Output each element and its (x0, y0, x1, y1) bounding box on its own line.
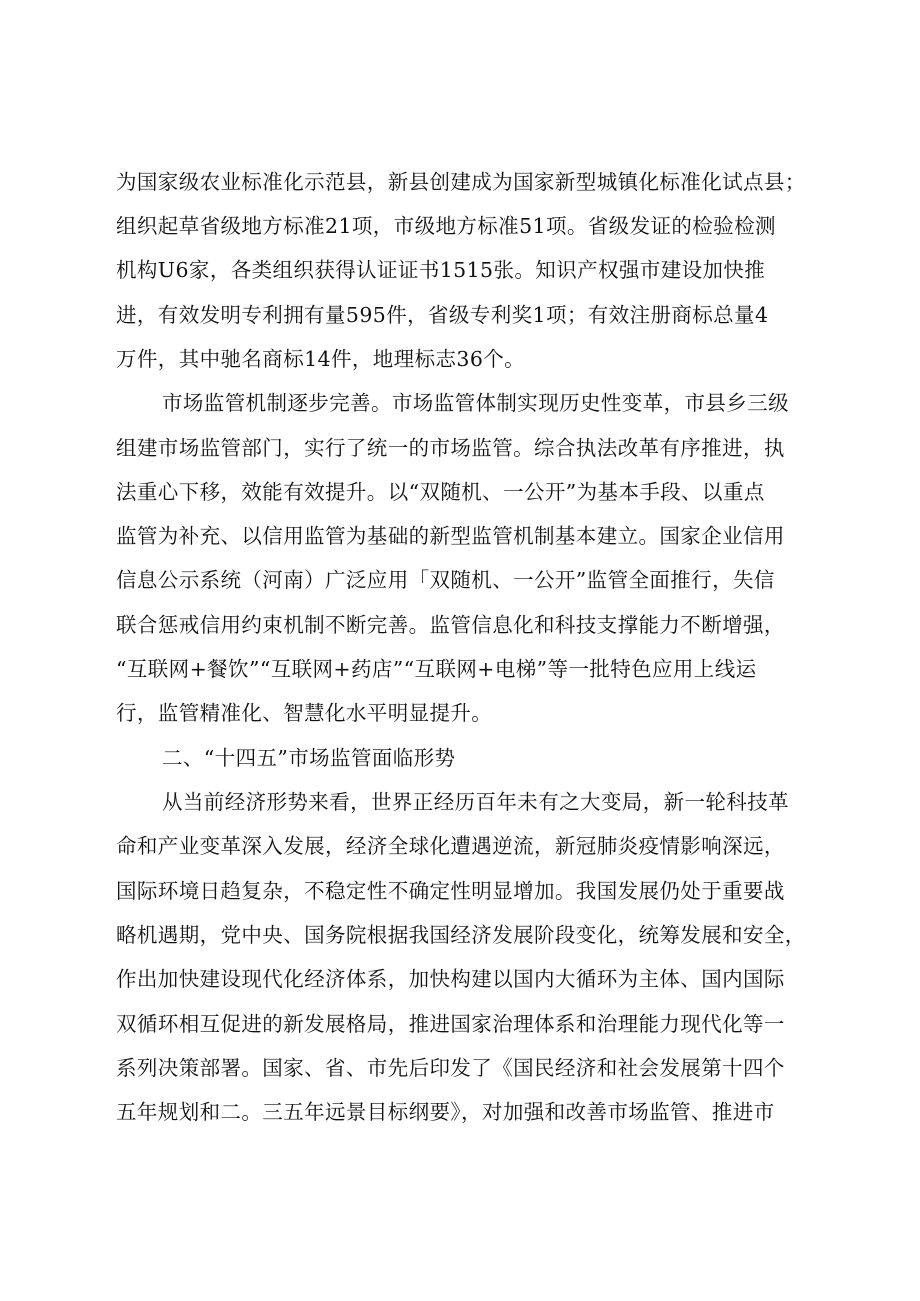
paragraph-start-line: 市场监管机制逐步完善。市场监管体制实现历史性变革，市县乡三级 (162, 391, 789, 415)
text-line: 略机遇期，党中央、国务院根据我国经济发展阶段变化，统筹发展和安全， (116, 923, 806, 947)
text-line: 为国家级农业标准化示范县，新县创建成为国家新型城镇化标准化试点县； (116, 170, 806, 194)
text-line: 行，监管精准化、智慧化水平明显提升。 (116, 701, 493, 725)
text-line: 五年规划和二。三五年远景目标纲要》，对加强和改善市场监管、推进市 (116, 1100, 775, 1124)
text-line: 法重心下移，效能有效提升。以“双随机、一公开”为基本手段、以重点 (116, 480, 765, 504)
text-line: 进，有效发明专利拥有量595件，省级专利奖1项；有效注册商标总量4 (116, 303, 769, 327)
text-line: 监管为补充、以信用监管为基础的新型监管机制基本建立。国家企业信用 (116, 524, 785, 548)
text-line: 作出加快建设现代化经济体系，加快构建以国内大循环为主体、国内国际 (116, 967, 785, 991)
text-line: 国际环境日趋复杂，不稳定性不确定性明显增加。我国发展仍处于重要战 (116, 879, 785, 903)
text-line: 机构U6家，各类组织获得认证证书1515张。知识产权强市建设加快推 (116, 258, 766, 282)
text-line: “互联网+餐饮”“互联网+药店”“互联网+电梯”等一批特色应用上线运 (116, 657, 757, 681)
text-line: 双循环相互促进的新发展格局，推进国家治理体系和治理能力现代化等一 (116, 1012, 785, 1036)
text-line: 系列决策部署。国家、省、市先后印发了《国民经济和社会发展第十四个 (116, 1056, 785, 1080)
text-line: 万件，其中驰名商标14件，地理标志36个。 (116, 347, 526, 371)
text-line: 组建市场监管部门，实行了统一的市场监管。综合执法改革有序推进，执 (116, 436, 785, 460)
text-line: 组织起草省级地方标准21项，市级地方标准51项。省级发证的检验检测 (116, 214, 776, 238)
text-line: 信息公示系统（河南）广泛应用「双随机、一公开”监管全面推行，失信 (116, 568, 775, 592)
text-line: 命和产业变革深入发展，经济全球化遭遇逆流，新冠肺炎疫情影响深远， (116, 834, 785, 858)
text-line: 联合惩戒信用约束机制不断完善。监管信息化和科技支撑能力不断增强， (116, 613, 785, 637)
section-heading: 二、“十四五”市场监管面临形势 (162, 746, 456, 770)
paragraph-start-line: 从当前经济形势来看，世界正经历百年未有之大变局，新一轮科技革 (162, 790, 789, 814)
